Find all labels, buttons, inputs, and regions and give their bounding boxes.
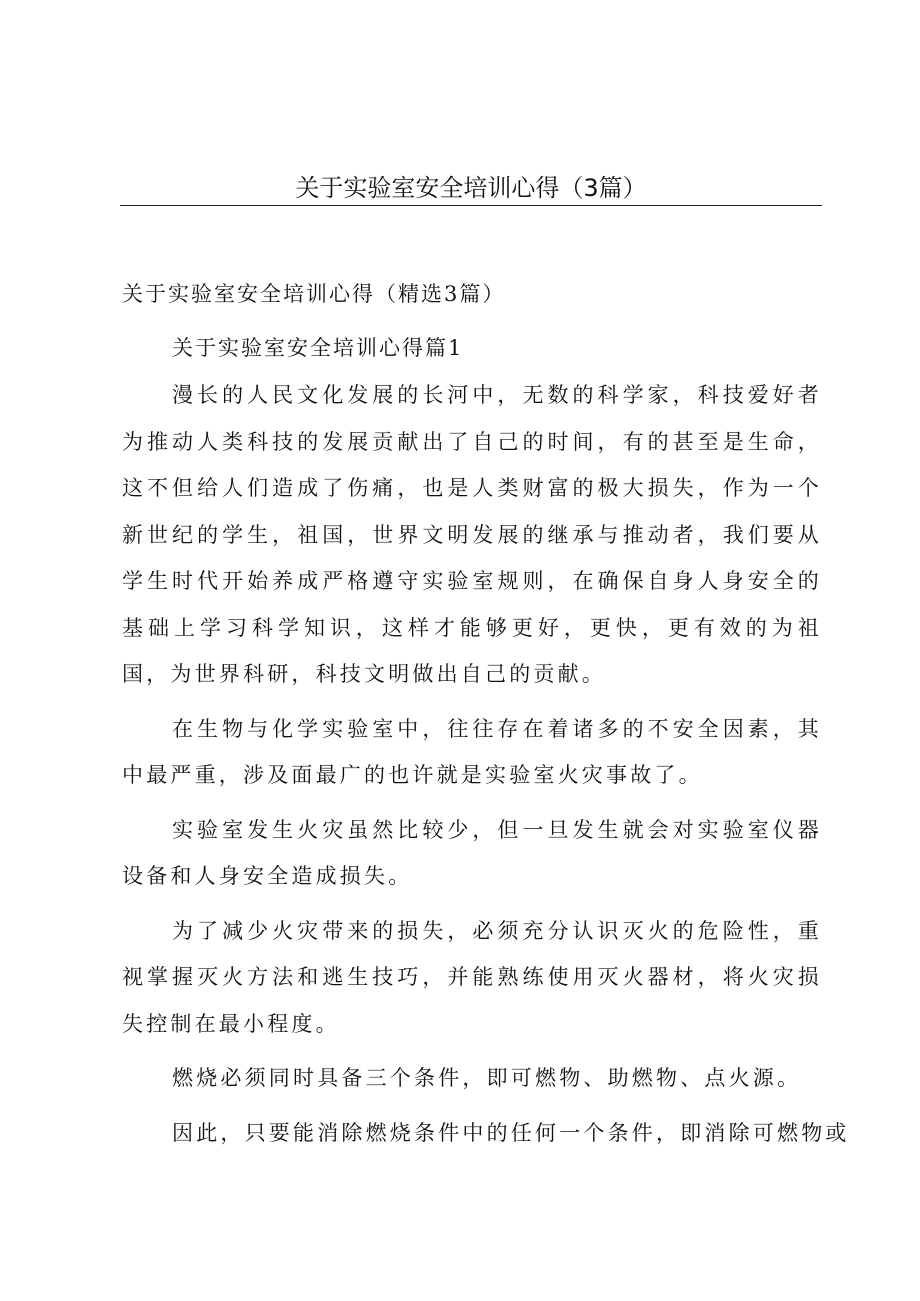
document-title: 关于实验室安全培训心得（3篇） bbox=[295, 174, 647, 202]
paragraph-3: 实验室发生火灾虽然比较少，但一旦发生就会对实验室仪器设备和人身安全造成损失。 bbox=[122, 817, 822, 888]
paragraph-1: 漫长的人民文化发展的长河中，无数的科学家，科技爱好者为推动人类科技的发展贡献出了自己的时间，有的甚至是生命，这不但给人们造成了伤痛，也是人类财富的极大损失，作为一个新世纪的学生，祖国，世界文明发展的继承与推动者，我们要从学生时代开始养成严格遵守实验室规则，在确保自身人身安全的基础上学习科学知识，这样才能够更好，更快，更有效的为祖国，为世界科研，科技文明做出自己的贡献。 bbox=[122, 383, 822, 686]
document-body bbox=[122, 274, 850, 1156]
document-subtitle: 关于实验室安全培训心得（精选3篇） bbox=[122, 282, 506, 306]
paragraph-5: 燃烧必须同时具备三个条件，即可燃物、助燃物、点火源。 bbox=[172, 1066, 802, 1090]
title-underline bbox=[120, 205, 822, 206]
paragraph-4: 为了减少火灾带来的损失，必须充分认识灭火的危险性，重视掌握灭火方法和逃生技巧，并能熟练使用灭火器材，将火灾损失控制在最小程度。 bbox=[122, 918, 822, 1036]
paragraph-6: 因此，只要能消除燃烧条件中的任何一个条件，即消除可燃物或 bbox=[172, 1120, 850, 1145]
paragraph-2: 在生物与化学实验室中，往往存在着诸多的不安全因素，其中最严重，涉及面最广的也许就是实验室火灾事故了。 bbox=[122, 716, 822, 787]
section-heading: 关于实验室安全培训心得篇1 bbox=[172, 336, 464, 360]
